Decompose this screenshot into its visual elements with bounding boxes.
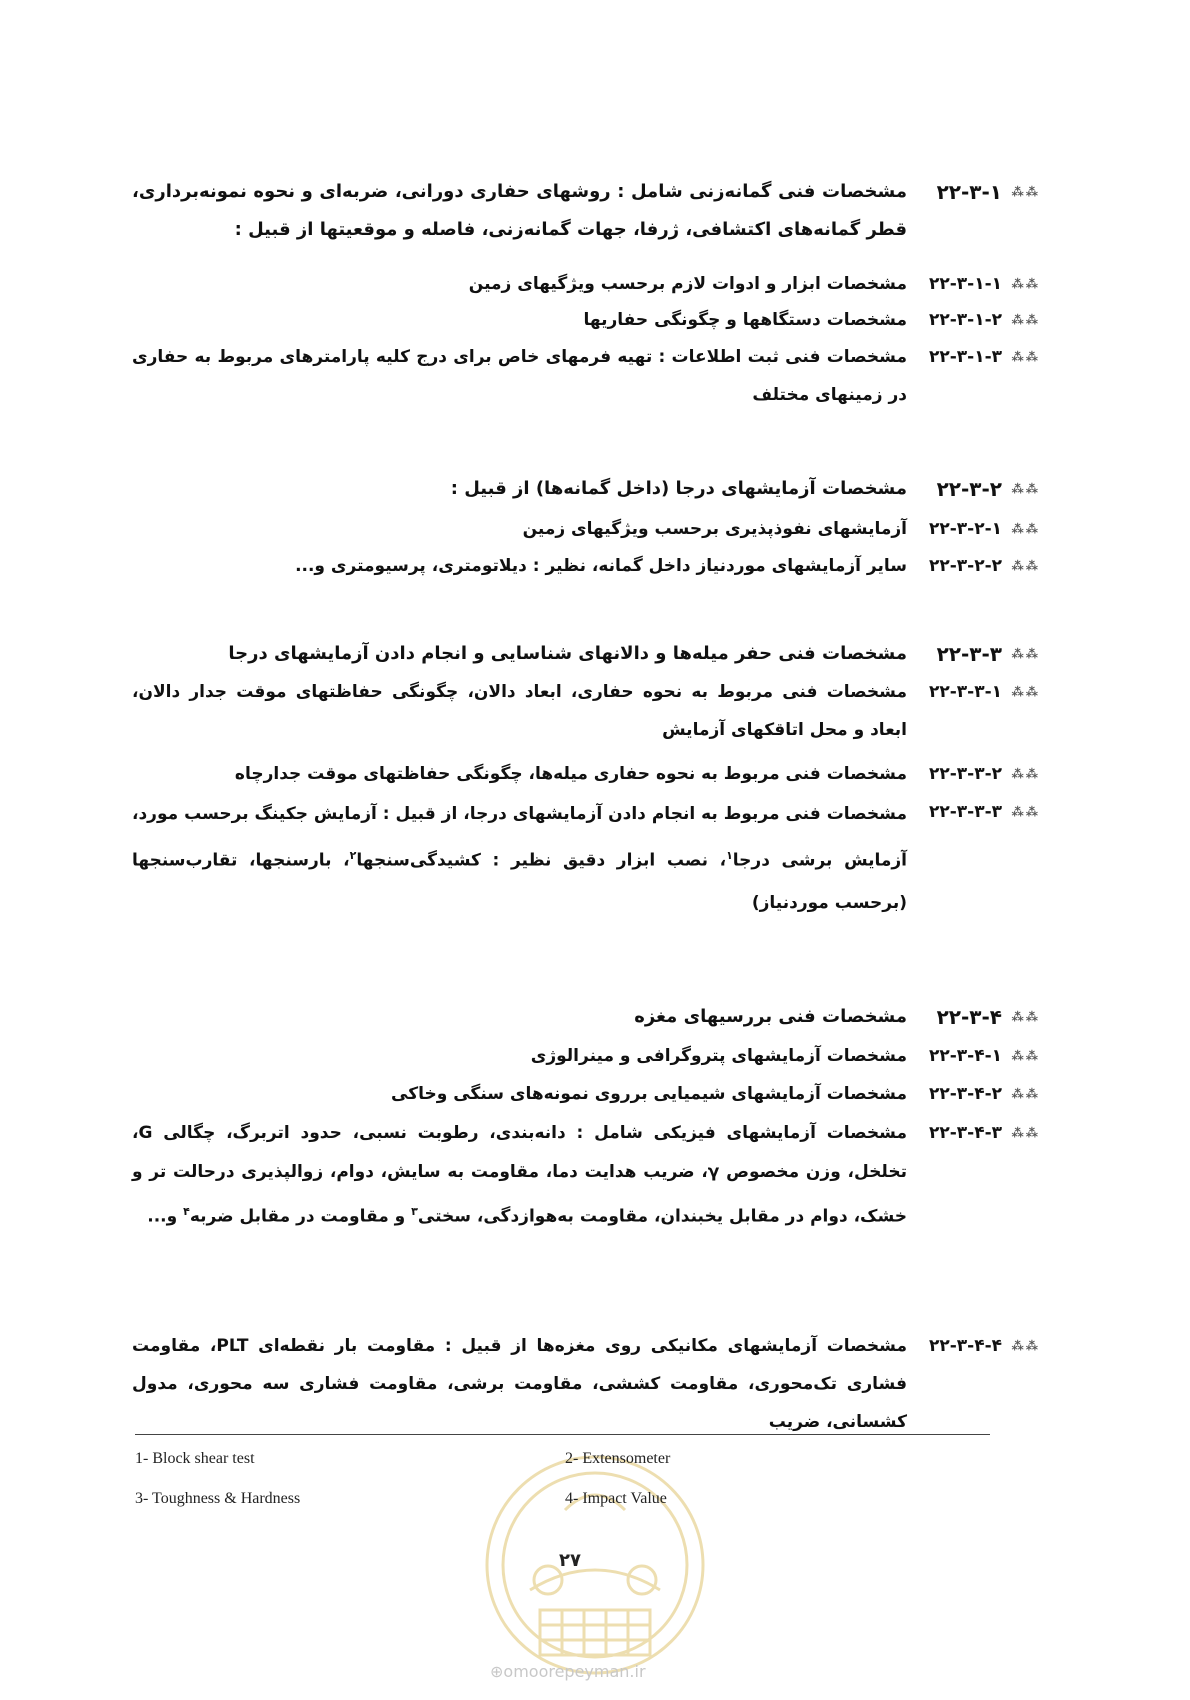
footnote-3: 3- Toughness & Hardness	[135, 1490, 301, 1507]
item-number: ۲۲-۳-۴-۴	[928, 1336, 1002, 1356]
section-text: مشخصات فنی بررسیهای مغزه	[634, 1006, 907, 1027]
item-text: مشخصات آزمایشهای مکانیکی روی مغزه‌ها از قبیل : مقاومت بار نقطه‌ای PLT، مقاومت فشاری تک‌محوری، مقاومت کششی، مقاومت برشی، مقاومت فشاری سه محوری، مدول کشسانی، ضریب	[132, 1336, 908, 1432]
item-text-part: مشخصات آزمایشهای فیزیکی شامل : دانه‌بندی، رطوبت نسبی، حدود اتربرگ، چگالی G، تخلخل، وزن مخصوص γ، ضریب هدایت دما، مقاومت به سایش، دوام، زوالپذیری درحالت تر و خشک، دوام در مقابل یخبندان، مقاومت به‌هوازدگی، سختی	[132, 1123, 907, 1227]
section-text: مشخصات فنی گمانه‌زنی شامل : روشهای حفاری دورانی، ضربه‌ای و نحوه نمونه‌برداری، قطر گمانه‌های اکتشافی، ژرفا، جهات گمانه‌زنی، فاصله و موقعیتها از قبیل :	[132, 181, 907, 240]
item-number: ۲۲-۳-۱-۱	[928, 274, 1002, 294]
section-text: مشخصات فنی حفر میله‌ها و دالانهای شناسایی و انجام دادن آزمایشهای درجا	[228, 643, 907, 664]
double-asterism-icon: ⁂⁂	[1011, 350, 1040, 364]
footnote-ref: ۳	[411, 1205, 418, 1218]
page-number: ۲۷	[559, 1550, 581, 1571]
double-asterism-icon: ⁂⁂	[1011, 522, 1040, 536]
item-text	[132, 793, 907, 924]
section-number: ۲۲-۳-۱	[936, 180, 1002, 204]
double-asterism-icon: ⁂⁂	[1011, 767, 1040, 781]
watermark-seal-icon	[470, 1440, 720, 1700]
item-text-part: مشخصات فنی مربوط به انجام دادن آزمایشهای درجا، از قبیل : آزمایش جکینگ برحسب مورد، آزمایش برشی درجا	[132, 804, 908, 871]
double-asterism-icon: ⁂⁂	[1011, 685, 1040, 699]
item-number: ۲۲-۳-۱-۲	[928, 310, 1002, 330]
section-number: ۲۲-۳-۲	[936, 477, 1002, 501]
item-text: مشخصات فنی مربوط به نحوه حفاری، ابعاد دالان، چگونگی حفاظتهای موقت جدار دالان، ابعاد و محل اتاقکهای آزمایش	[132, 682, 907, 740]
section-text: مشخصات آزمایشهای درجا (داخل گمانه‌ها) از قبیل :	[450, 478, 907, 499]
section-number: ۲۲-۳-۴	[936, 1005, 1002, 1029]
item-number: ۲۲-۳-۱-۳	[928, 347, 1002, 367]
item-text-part: ، بارسنجها، تقارب‌سنجها (برحسب موردنیاز)	[132, 850, 907, 913]
double-asterism-icon: ⁂⁂	[1011, 647, 1040, 661]
item-text-part: ، نصب ابزار دقیق نظیر : کشیدگی‌سنجها	[356, 850, 727, 871]
double-asterism-icon: ⁂⁂	[1011, 1010, 1040, 1024]
footnote-ref: ۱	[726, 849, 733, 862]
item-number: ۲۲-۳-۴-۳	[928, 1123, 1002, 1143]
double-asterism-icon: ⁂⁂	[1011, 277, 1040, 291]
footnote-1: 1- Block shear test	[135, 1450, 255, 1467]
double-asterism-icon: ⁂⁂	[1011, 805, 1040, 819]
item-text: مشخصات فنی ثبت اطلاعات : تهیه فرمهای خاص برای درج کلیه پارامترهای مربوط به حفاری در زمینهای مختلف	[132, 347, 907, 405]
item-number: ۲۲-۳-۳-۳	[928, 802, 1002, 822]
double-asterism-icon: ⁂⁂	[1011, 1049, 1040, 1063]
footnote-4: 4- Impact Value	[565, 1490, 667, 1507]
watermark-site-text	[490, 1662, 646, 1681]
item-text: سایر آزمایشهای موردنیاز داخل گمانه، نظیر : دیلاتومتری، پرسیومتری و...	[295, 556, 907, 576]
double-asterism-icon: ⁂⁂	[1011, 313, 1040, 327]
footnote-ref: ۲	[349, 849, 357, 862]
footnote-2: 2- Extensometer	[565, 1450, 671, 1467]
item-text: مشخصات آزمایشهای پتروگرافی و مینرالوژی	[530, 1046, 907, 1066]
footnote-divider	[135, 1434, 990, 1435]
item-number: ۲۲-۳-۴-۲	[928, 1084, 1002, 1104]
item-number: ۲۲-۳-۲-۲	[928, 556, 1002, 576]
double-asterism-icon: ⁂⁂	[1011, 1339, 1040, 1353]
item-text: مشخصات فنی مربوط به نحوه حفاری میله‌ها، چگونگی حفاظتهای موقت جدارچاه	[234, 764, 907, 784]
watermark-site-label: omoorepeyman.ir	[503, 1662, 646, 1681]
item-number: ۲۲-۳-۲-۱	[928, 519, 1002, 539]
double-asterism-icon: ⁂⁂	[1011, 482, 1040, 496]
item-number: ۲۲-۳-۳-۱	[928, 682, 1002, 702]
item-text: مشخصات دستگاهها و چگونگی حفاریها	[583, 310, 907, 330]
double-asterism-icon: ⁂⁂	[1011, 1087, 1040, 1101]
item-number: ۲۲-۳-۳-۲	[928, 764, 1002, 784]
double-asterism-icon: ⁂⁂	[1011, 559, 1040, 573]
item-text-part: و...	[147, 1206, 184, 1227]
item-text: مشخصات آزمایشهای شیمیایی برروی نمونه‌های سنگی وخاکی	[391, 1084, 907, 1104]
double-asterism-icon: ⁂⁂	[1011, 1126, 1040, 1140]
item-text-part: و مقاومت در مقابل ضربه	[189, 1206, 412, 1227]
item-text: مشخصات ابزار و ادوات لازم برحسب ویژگیهای زمین	[468, 274, 907, 294]
section-number: ۲۲-۳-۳	[936, 642, 1002, 666]
item-number: ۲۲-۳-۴-۱	[928, 1046, 1002, 1066]
item-text: آزمایشهای نفوذپذیری برحسب ویژگیهای زمین	[522, 519, 907, 539]
footnote-ref: ۴	[183, 1205, 190, 1218]
globe-icon: ⊕	[490, 1662, 504, 1681]
double-asterism-icon: ⁂⁂	[1011, 185, 1040, 199]
item-text	[132, 1114, 907, 1237]
